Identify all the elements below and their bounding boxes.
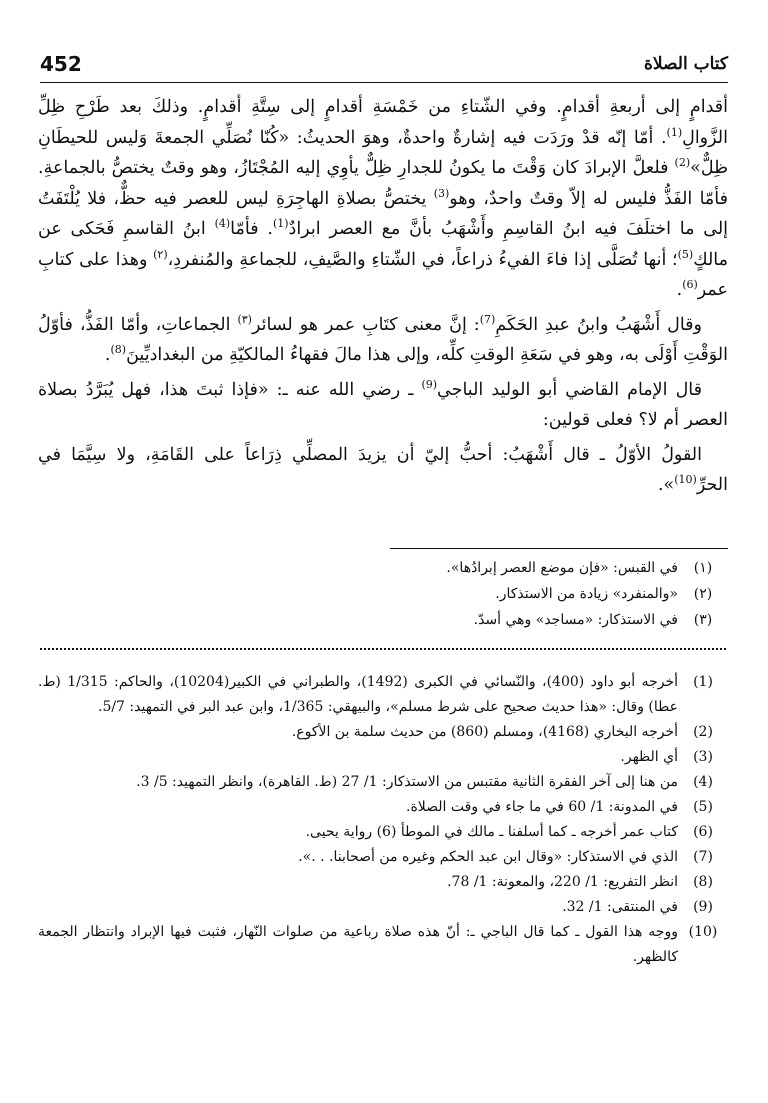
footnote-item: [38, 820, 728, 845]
footnote-number: (10): [688, 924, 718, 940]
text-segment: وهذا على كتابِ عمر: [38, 249, 728, 300]
footnote-ref: (9): [421, 377, 438, 391]
footnote-ref: (6): [682, 278, 698, 292]
footnote-number: (٢): [693, 586, 713, 602]
footnote-number: (7): [693, 849, 713, 865]
footnote-text: الذي في الاستذكار: «وقال ابن عبد الحكم وغيره من أصحابنا. . .».: [298, 849, 678, 865]
text-segment: . أمّا إنّه قدْ ورَدَت فيه إشارةٌ واحدةٌ، وهوَ الحديثُ: «كُنّا نُصَلِّي الجمعةَ وَليس للحيطَانِ ظِلٌّ»: [38, 127, 728, 178]
text-segment: الجماعاتِ، وأمّا الفَذُّ، فأوّلُ الوَقْتِ أَوْلَى به، وهو في سَعَةِ الوقتِ كلِّه، وإلى هذا مالَ فقهاءُ المالكيّةِ من البغداديِّينَ: [38, 314, 728, 365]
footnote-ref: (3): [433, 186, 450, 200]
main-text: [38, 92, 728, 501]
footnote-separator: [390, 548, 728, 549]
footnote-ref: (10): [674, 473, 697, 487]
footnote-text: أخرجه البخاري (4168)، ومسلم (860) من حديث سلمة بن الأكوع.: [291, 724, 678, 740]
footnote-item: [38, 670, 728, 720]
dotted-divider: [40, 648, 726, 650]
footnote-text: أخرجه أبو داود (400)، والنّسائي في الكبرى (1492)، والطبراني في الكبير(10204)، والحاكم: 1/315 (ط. عطا) وقال: «هذا حديث صحيح على شرط مسلم»، والبيهقي: 1/365، وابن عبد البر في التمهيد: 5/7.: [38, 674, 679, 715]
footnote-item: [38, 795, 728, 820]
footnote-number: (3): [693, 749, 713, 765]
footnote-item: [38, 555, 728, 581]
paragraph: [38, 92, 728, 306]
footnote-number: (4): [693, 774, 713, 790]
footnote-text: من هنا إلى آخر الفقرة الثانية مقتبس من الاستذكار: 1/ 27 (ط. القاهرة)، وانظر التمهيد: 5/ 3.: [136, 774, 678, 790]
text-segment: .: [104, 345, 111, 365]
footnote-text: ووجه هذا القول ـ كما قال الباجي ـ: أنّ هذه صلاة رباعية من صلوات النّهار، فثبت فيها الإبراد وانتظار الجمعة كالظهر.: [38, 924, 678, 965]
footnote-ref: (1): [666, 125, 683, 139]
footnote-item: [38, 870, 728, 895]
text-segment: : إنَّ معنى كتَابِ عمر هو لسائر: [251, 314, 480, 335]
text-segment: ».: [657, 475, 675, 495]
text-segment: ؛ أنها تُصَلَّى إذا فاءَ الفيءُ ذراعاً، في الشّتاءِ والصَّيفِ، للجماعةِ والمُنفردِ،: [167, 249, 678, 270]
footnote-ref: (5): [677, 247, 694, 261]
footnote-item: [38, 581, 728, 607]
text-segment: يختصُّ بصلاةِ الهاجِرَةِ ليس للعصر فيه حظٌّ، فلا يُلْتَفَتُ إلى ما اختلَفَ فيه ابنُ القاسِمِ وأَشْهَبُ بأنَّ مع العصر ابرادٌ: [38, 188, 729, 239]
paragraph: [38, 440, 728, 501]
footnote-item: [38, 720, 728, 745]
footnote-ref: (٣): [237, 312, 252, 326]
text-segment: القولُ الأوّلُ ـ قال أَشْهَبُ: أحبُّ إليّ أن يزيدَ المصلِّي ذِرَاعاً على القَامَةِ، ولا سِيَّمَا في الحرِّ: [38, 444, 728, 495]
footnote-ref: (2): [674, 156, 691, 170]
footnote-number: (6): [693, 824, 713, 840]
footnote-text: في الاستذكار: «مساجد» وهي أسدّ.: [473, 612, 678, 628]
footnote-item: [38, 895, 728, 920]
paragraph: [38, 375, 728, 436]
editor-notes: [38, 555, 728, 633]
paragraph: [38, 310, 728, 371]
text-segment: فلعلَّ الإبرادَ كان وَقْتَ ما يكونُ للجدارِ ظِلٌّ يأوِي إليه المُجْتَازُ، وهو وقتٌ يختصُّ بالجماعةِ. فأمّا الفَذُّ فليس له إلاّ وقتٌ واحدٌ، وهو: [38, 158, 728, 209]
page-number: 452: [40, 52, 82, 76]
footnote-number: (١): [693, 560, 713, 576]
footnote-number: (5): [693, 799, 713, 815]
footnote-text: كتاب عمر أخرجه ـ كما أسلفنا ـ مالك في الموطأ (6) رواية يحيى.: [305, 824, 678, 840]
text-segment: وقال أَشْهَبُ وابنُ عبدِ الحَكَمِ: [495, 314, 703, 335]
footnote-ref: (٢): [153, 247, 168, 261]
footnote-text: في المنتقى: 1/ 32.: [562, 899, 678, 915]
footnote-item: [38, 607, 728, 633]
footnotes: [38, 670, 728, 970]
footnote-ref: (1): [272, 217, 289, 231]
footnote-item: [38, 745, 728, 770]
footnote-text: انظر التفريع: 1/ 220، والمعونة: 1/ 78.: [447, 874, 678, 890]
text-segment: ـ رضي الله عنه ـ: «فإذا ثبتَ هذا، فهل يُبَرَّدُ بصلاة العصر أم لا؟ فعلى قولين:: [38, 379, 728, 430]
footnote-ref: (4): [214, 217, 231, 231]
footnote-item: [38, 920, 728, 970]
footnote-number: (1): [693, 674, 713, 690]
footnote-text: في المدونة: 1/ 60 في ما جاء في وقت الصلاة.: [406, 799, 678, 815]
text-segment: أقدامٍ إلى أربعةِ أقدامٍ. وفي الشّتاءِ من خَمْسَةِ أقدامٍ إلى سِتَّةِ أقدامٍ. وذلكَ بعد طَرْحِ ظِلِّ الزَّوالِ: [38, 97, 728, 148]
footnote-number: (2): [693, 724, 713, 740]
text-segment: قال الإمام القاضي أبو الوليد الباجي: [437, 379, 702, 400]
text-segment: ابنُ القاسمِ فَحَكى عن مالكٍ: [38, 219, 729, 270]
footnote-ref: (8): [110, 343, 127, 357]
page-header: [40, 52, 728, 83]
footnote-item: [38, 770, 728, 795]
footnote-text: في القبس: «فإن موضع العصر إبرادُها».: [446, 560, 678, 576]
footnote-item: [38, 845, 728, 870]
running-title: كتاب الصلاة: [643, 54, 728, 74]
footnote-number: (٣): [693, 612, 713, 628]
footnote-text: «والمنفرد» زيادة من الاستذكار.: [495, 586, 678, 602]
text-segment: . فأمّا: [230, 219, 273, 239]
footnote-number: (8): [693, 874, 713, 890]
text-segment: .: [676, 280, 683, 300]
footnote-ref: (7): [479, 312, 496, 326]
footnote-number: (9): [693, 899, 713, 915]
footnote-text: أي الظهر.: [620, 749, 678, 765]
